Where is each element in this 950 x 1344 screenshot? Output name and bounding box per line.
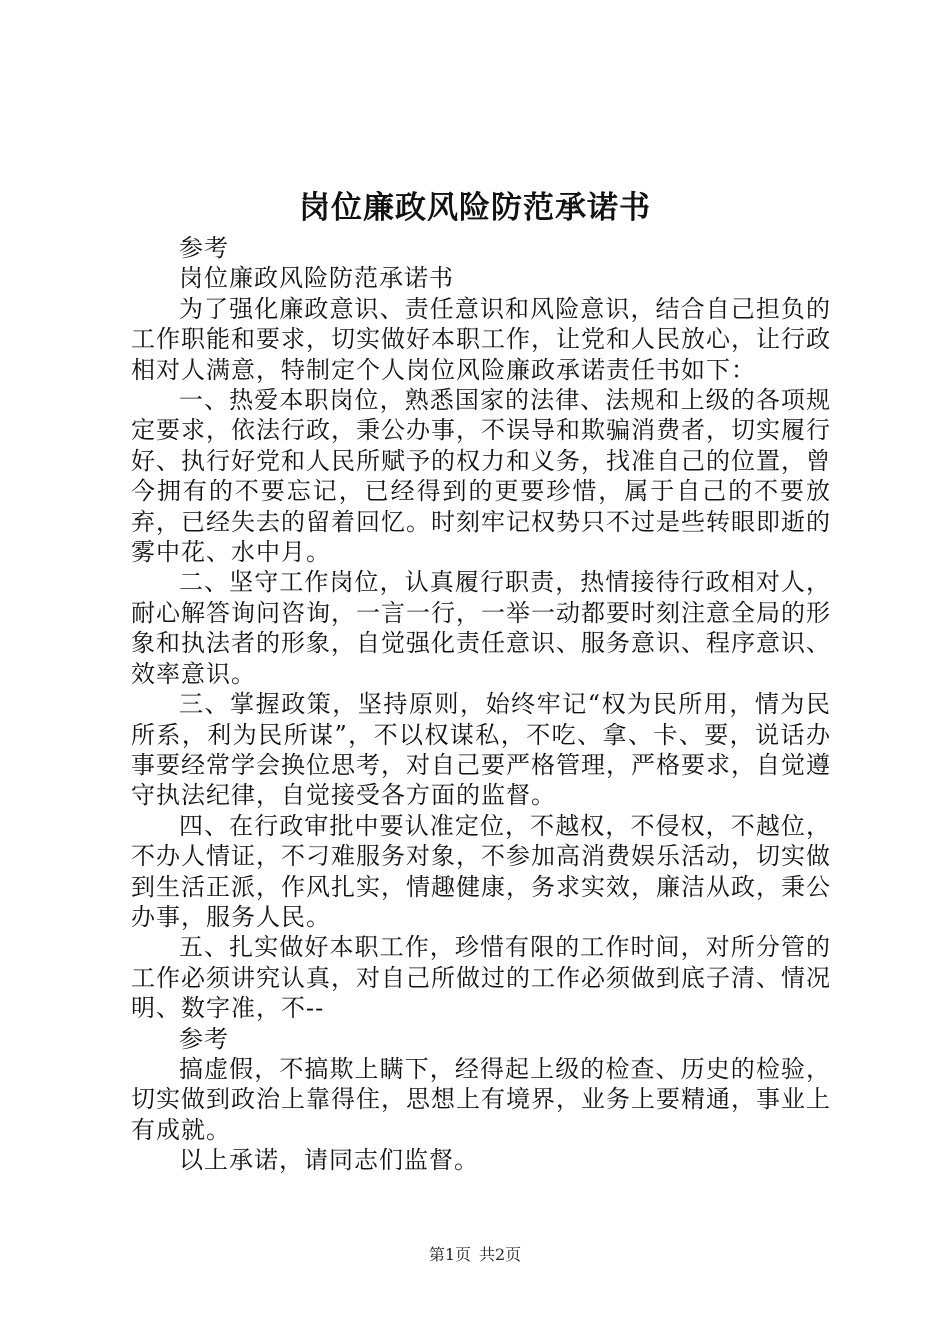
- paragraph-intro: 为了强化廉政意识、责任意识和风险意识，结合自己担负的工作职能和要求，切实做好本职工作，让党和人民放心，让行政相对人满意，特制定个人岗位风险廉政承诺责任书如下：: [131, 294, 831, 384]
- paragraph-item-5: 五、扎实做好本职工作，珍惜有限的工作时间，对所分管的工作必须讲究认真，对自己所做过的工作必须做到底子清、情况明、数字准，不--: [131, 933, 831, 1023]
- paragraph-subtitle: 岗位廉政风险防范承诺书: [179, 264, 454, 293]
- page-footer: [0, 1244, 950, 1266]
- paragraph-item-4: 四、在行政审批中要认准定位，不越权，不侵权，不越位，不办人情证，不刁难服务对象，不参加高消费娱乐活动，切实做到生活正派，作风扎实，情趣健康，务求实效，廉洁从政，秉公办事，服务人民。: [131, 811, 831, 931]
- document-body: [131, 233, 831, 1176]
- paragraph-reference-1: 参考: [179, 234, 229, 262]
- paragraph-item-1: 一、热爱本职岗位，熟悉国家的法律、法规和上级的各项规定要求，依法行政，秉公办事，不误导和欺骗消费者，切实履行好、执行好党和人民所赋予的权力和义务，找准自己的位置，曾今拥有的不要忘记，已经得到的更要珍惜，属于自己的不要放弃，已经失去的留着回忆。时刻牢记权势只不过是些转眼即逝的雾中花、水中月。: [131, 386, 831, 567]
- page-number-total: 共2页: [479, 1245, 522, 1264]
- paragraph-item-2: 二、坚守工作岗位，认真履行职责，热情接待行政相对人，耐心解答询问咨询，一言一行，一举一动都要时刻注意全局的形象和执法者的形象，自觉强化责任意识、服务意识、程序意识、效率意识。: [131, 568, 831, 688]
- document-title: 岗位廉政风险防范承诺书: [299, 190, 651, 226]
- paragraph-continuation: 搞虚假，不搞欺上瞒下，经得起上级的检查、历史的检验，切实做到政治上靠得住，思想上有境界，业务上要精通，事业上有成就。: [131, 1054, 831, 1144]
- paragraph-reference-2: 参考: [179, 1024, 229, 1053]
- paragraph-item-3: 三、掌握政策，坚持原则，始终牢记“权为民所用，情为民所系，利为民所谋”，不以权谋私，不吃、拿、卡、要，说话办事要经常学会换位思考，对自己要严格管理，严格要求，自觉遵守执法纪律，自觉接受各方面的监督。: [131, 690, 831, 810]
- paragraph-closing: 以上承诺，请同志们监督。: [179, 1146, 479, 1175]
- page-number-current: 第1页: [428, 1245, 471, 1264]
